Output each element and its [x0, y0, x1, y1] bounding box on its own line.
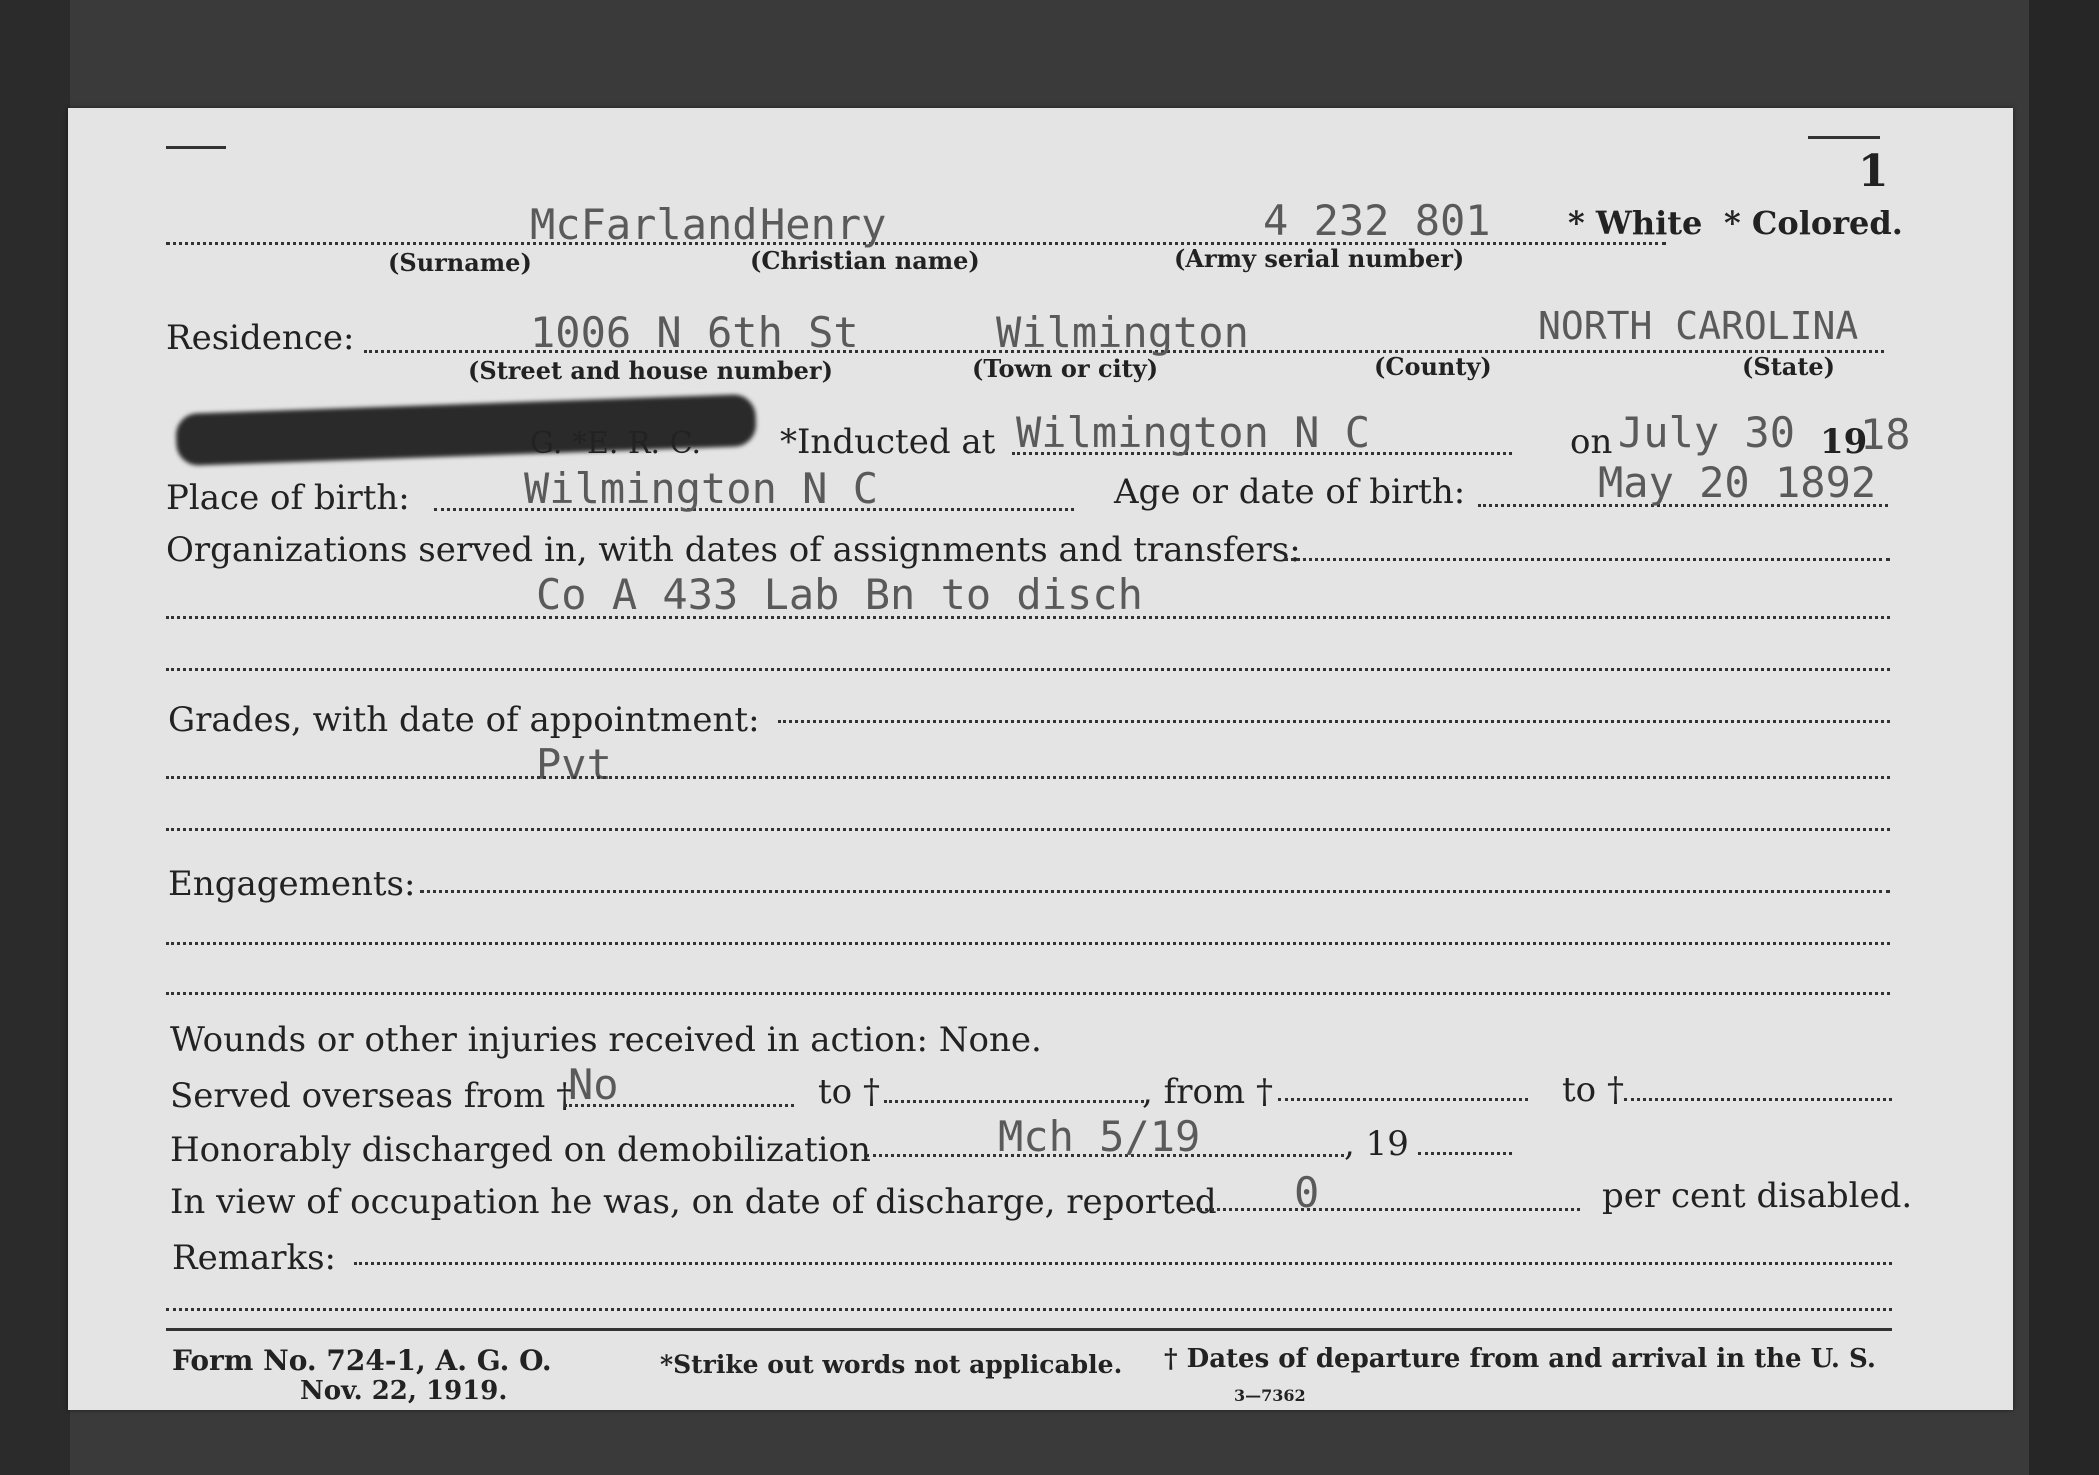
strike-note: *Strike out words not applicable.: [660, 1350, 1123, 1379]
organizations-line-1: [1284, 558, 1890, 561]
age-label: Age or date of birth:: [1114, 472, 1466, 512]
form-number: Form No. 724-1, A. G. O.: [172, 1344, 552, 1377]
disability-value: 0: [1294, 1168, 1320, 1217]
town-caption: (Town or city): [972, 354, 1159, 383]
state-caption: (State): [1742, 352, 1836, 381]
residence-label: Residence:: [166, 318, 355, 358]
wounds-label: Wounds or other injuries received in action: None.: [170, 1020, 1042, 1060]
dagger-note: † Dates of departure from and arrival in the U. S.: [1164, 1344, 1876, 1374]
overseas-from-value: No: [568, 1060, 619, 1109]
remarks-line-2: [166, 1308, 1892, 1311]
top-right-mark: [1808, 136, 1880, 139]
street-caption: (Street and house number): [468, 356, 833, 385]
christian-name-caption: (Christian name): [750, 246, 980, 275]
christian-name-value: Henry: [760, 200, 887, 249]
remarks-line-1: [354, 1262, 1892, 1265]
grades-line-1: [778, 720, 1890, 723]
surname-caption: (Surname): [388, 248, 532, 277]
induction-year-suffix: 18: [1860, 410, 1911, 459]
engagements-label: Engagements:: [168, 864, 416, 904]
discharge-label: Honorably discharged on demobilization: [170, 1130, 871, 1170]
induction-place-value: Wilmington N C: [1016, 408, 1371, 457]
grades-label: Grades, with date of appointment:: [168, 700, 760, 740]
footer-rule: [166, 1328, 1892, 1331]
disability-suffix: per cent disabled.: [1602, 1176, 1913, 1216]
discharge-value: Mch 5/19: [998, 1112, 1201, 1161]
organizations-label: Organizations served in, with dates of assignments and transfers:: [166, 530, 1301, 570]
date-of-birth-value: May 20 1892: [1598, 458, 1877, 507]
grades-line-2: [166, 776, 1890, 779]
serial-caption: (Army serial number): [1174, 244, 1465, 273]
surname-value: McFarland: [530, 200, 758, 249]
induction-on-label: on: [1570, 422, 1613, 462]
grades-line-3: [166, 828, 1890, 831]
organizations-line-2: [166, 616, 1890, 619]
induction-label: *Inducted at: [780, 422, 996, 462]
top-left-mark: [166, 146, 226, 149]
overseas-label: Served overseas from †: [170, 1076, 574, 1116]
overseas-from2-label: , from †: [1142, 1072, 1273, 1112]
form-date: Nov. 22, 1919.: [300, 1376, 508, 1406]
print-code: 3—7362: [1234, 1386, 1306, 1405]
residence-state-value: NORTH CAROLINA: [1538, 304, 1859, 348]
card-number: 1: [1858, 146, 1889, 197]
white-label: * White: [1568, 204, 1703, 242]
residence-town-value: Wilmington: [996, 308, 1249, 357]
grades-value: Pvt: [536, 740, 612, 789]
county-caption: (County): [1374, 352, 1492, 381]
induction-year-prefix: 19: [1820, 422, 1868, 462]
engagements-line-2: [166, 942, 1890, 945]
discharge-year-label: , 19: [1344, 1124, 1409, 1164]
induction-prefix: G. *E. R. C.: [530, 426, 702, 461]
place-of-birth-label: Place of birth:: [166, 478, 410, 518]
overseas-from2-line: [1278, 1098, 1528, 1101]
scan-border-right: [2029, 0, 2099, 1475]
overseas-to-line: [884, 1100, 1144, 1103]
organizations-line-3: [166, 668, 1890, 671]
service-record-card: [68, 108, 2013, 1410]
engagements-line-1: [420, 890, 1890, 893]
overseas-to2-line: [1624, 1098, 1892, 1101]
colored-label: * Colored.: [1724, 204, 1903, 242]
overseas-to-label: to †: [818, 1072, 880, 1112]
discharge-year-line: [1418, 1152, 1512, 1155]
induction-date-value: July 30: [1618, 408, 1796, 457]
place-of-birth-value: Wilmington N C: [524, 464, 879, 513]
engagements-line-3: [166, 992, 1890, 995]
organizations-value: Co A 433 Lab Bn to disch: [536, 570, 1143, 619]
disability-label: In view of occupation he was, on date of discharge, reported: [170, 1182, 1217, 1222]
serial-value: 4 232 801: [1263, 196, 1491, 245]
remarks-label: Remarks:: [172, 1238, 336, 1278]
overseas-to2-label: to †: [1562, 1070, 1624, 1110]
disability-line: [1192, 1208, 1580, 1211]
residence-street-value: 1006 N 6th St: [530, 308, 859, 357]
scan-border-left: [0, 0, 70, 1475]
